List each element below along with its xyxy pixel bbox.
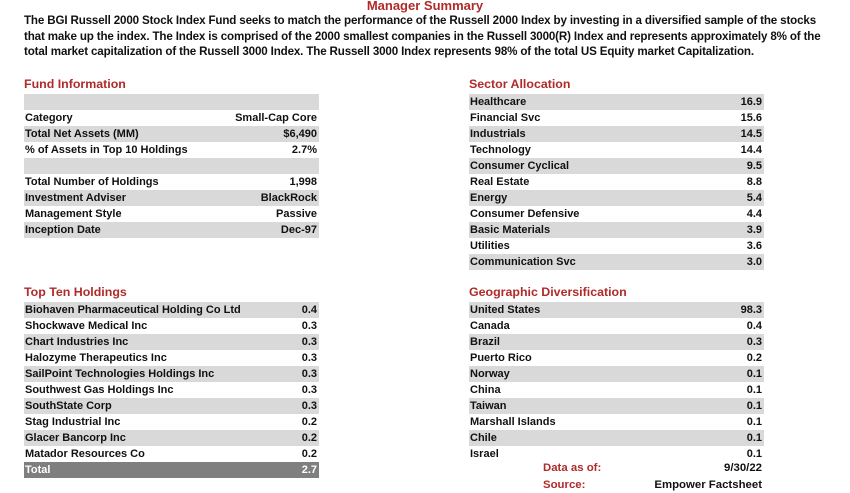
row-label: Brazil bbox=[470, 336, 500, 348]
row-label: Category bbox=[25, 112, 73, 124]
row-label: Biohaven Pharmaceutical Holding Co Ltd bbox=[25, 304, 241, 316]
row-label: Matador Resources Co bbox=[25, 448, 145, 460]
row-value: 0.2 bbox=[746, 352, 762, 364]
row-value: 0.3 bbox=[746, 336, 762, 348]
page-title: Manager Summary bbox=[366, 0, 484, 13]
row-label: Shockwave Medical Inc bbox=[25, 320, 148, 332]
table-row bbox=[24, 222, 319, 238]
table-row bbox=[24, 126, 319, 142]
row-label: Basic Materials bbox=[470, 224, 551, 236]
table-row bbox=[24, 318, 319, 334]
row-label: Norway bbox=[470, 368, 510, 380]
row-value: 0.3 bbox=[301, 336, 317, 348]
table-row bbox=[469, 142, 764, 158]
row-value: 0.1 bbox=[746, 384, 762, 396]
row-label: Halozyme Therapeutics Inc bbox=[25, 352, 167, 364]
top-ten-holdings-heading: Top Ten Holdings bbox=[24, 285, 127, 299]
row-label: Total Net Assets (MM) bbox=[25, 128, 139, 140]
total-label: Total bbox=[25, 464, 51, 476]
table-row bbox=[24, 302, 319, 318]
table-row bbox=[24, 398, 319, 414]
row-value: 16.9 bbox=[740, 96, 762, 108]
table-row bbox=[24, 446, 319, 462]
row-value: 5.4 bbox=[746, 192, 762, 204]
data-as-of-value: 9/30/22 bbox=[723, 462, 762, 474]
row-label: United States bbox=[470, 304, 541, 316]
row-value: 3.0 bbox=[746, 256, 762, 268]
row-label: Industrials bbox=[470, 128, 526, 140]
row-value: 3.6 bbox=[746, 240, 762, 252]
row-label: Consumer Cyclical bbox=[470, 160, 570, 172]
row-label: Total Number of Holdings bbox=[25, 176, 159, 188]
row-value: 0.3 bbox=[301, 384, 317, 396]
table-row bbox=[469, 190, 764, 206]
row-label: SouthState Corp bbox=[25, 400, 112, 412]
row-value: 9.5 bbox=[746, 160, 762, 172]
row-value: 0.3 bbox=[301, 400, 317, 412]
row-value: 0.4 bbox=[746, 320, 762, 332]
table-row bbox=[469, 238, 764, 254]
row-value: 15.6 bbox=[740, 112, 762, 124]
row-value: 0.2 bbox=[301, 416, 317, 428]
row-value: 0.1 bbox=[746, 432, 762, 444]
row-label: Puerto Rico bbox=[470, 352, 532, 364]
table-row bbox=[24, 174, 319, 190]
row-value: 1,998 bbox=[289, 176, 317, 188]
row-label: Chile bbox=[470, 432, 497, 444]
table-row bbox=[469, 350, 764, 366]
table-row bbox=[469, 382, 764, 398]
row-value: 8.8 bbox=[746, 176, 762, 188]
row-label: Healthcare bbox=[470, 96, 527, 108]
table-row bbox=[469, 398, 764, 414]
table-row bbox=[469, 158, 764, 174]
data-as-of-row bbox=[543, 460, 762, 476]
table-row bbox=[469, 414, 764, 430]
table-row bbox=[24, 430, 319, 446]
row-value: 0.1 bbox=[746, 368, 762, 380]
table-row bbox=[469, 94, 764, 110]
table-row bbox=[24, 414, 319, 430]
sector-allocation-table bbox=[469, 94, 764, 270]
table-row bbox=[469, 110, 764, 126]
row-label: Energy bbox=[470, 192, 508, 204]
row-value: 0.3 bbox=[301, 368, 317, 380]
source-row bbox=[543, 477, 762, 493]
row-label: Management Style bbox=[25, 208, 122, 220]
table-row bbox=[24, 94, 319, 110]
table-row bbox=[24, 334, 319, 350]
table-row bbox=[469, 302, 764, 318]
row-label: Israel bbox=[470, 448, 499, 460]
table-row bbox=[469, 206, 764, 222]
row-label: Stag Industrial Inc bbox=[25, 416, 121, 428]
row-label: SailPoint Technologies Holdings Inc bbox=[25, 368, 215, 380]
row-value: 0.1 bbox=[746, 448, 762, 460]
row-label: Canada bbox=[470, 320, 510, 332]
row-value: Passive bbox=[276, 208, 317, 220]
total-row bbox=[24, 462, 319, 478]
top-ten-holdings-table bbox=[24, 302, 319, 478]
row-label: Southwest Gas Holdings Inc bbox=[25, 384, 174, 396]
row-label: Taiwan bbox=[470, 400, 507, 412]
row-value: 14.4 bbox=[740, 144, 762, 156]
table-row bbox=[469, 318, 764, 334]
total-value: 2.7 bbox=[301, 464, 317, 476]
source-value: Empower Factsheet bbox=[654, 479, 762, 491]
row-value: $6,490 bbox=[283, 128, 317, 140]
row-value: 0.1 bbox=[746, 400, 762, 412]
table-row bbox=[24, 366, 319, 382]
data-as-of-label: Data as of: bbox=[543, 462, 602, 474]
row-value: BlackRock bbox=[260, 192, 317, 204]
row-value: 0.2 bbox=[301, 448, 317, 460]
row-label: Investment Adviser bbox=[25, 192, 127, 204]
row-value: 14.5 bbox=[740, 128, 762, 140]
table-row bbox=[469, 254, 764, 270]
row-label: Real Estate bbox=[470, 176, 530, 188]
table-row bbox=[24, 158, 319, 174]
table-row bbox=[469, 222, 764, 238]
row-value: 0.2 bbox=[301, 432, 317, 444]
row-label: Marshall Islands bbox=[470, 416, 556, 428]
table-row bbox=[24, 350, 319, 366]
row-label: Financial Svc bbox=[470, 112, 541, 124]
geographic-diversification-heading: Geographic Diversification bbox=[469, 285, 627, 299]
table-row bbox=[24, 110, 319, 126]
row-label: Chart Industries Inc bbox=[25, 336, 129, 348]
row-value: 0.3 bbox=[301, 352, 317, 364]
row-value: 2.7% bbox=[291, 144, 317, 156]
table-row bbox=[469, 366, 764, 382]
row-label: China bbox=[470, 384, 501, 396]
row-label: % of Assets in Top 10 Holdings bbox=[25, 144, 188, 156]
fund-information-heading: Fund Information bbox=[24, 77, 126, 91]
table-row bbox=[469, 334, 764, 350]
row-value: 3.9 bbox=[746, 224, 762, 236]
table-row bbox=[469, 126, 764, 142]
row-label: Glacer Bancorp Inc bbox=[25, 432, 126, 444]
table-row bbox=[24, 190, 319, 206]
row-value: Dec-97 bbox=[280, 224, 317, 236]
table-row bbox=[24, 382, 319, 398]
row-label: Utilities bbox=[470, 240, 510, 252]
table-row bbox=[469, 174, 764, 190]
row-label: Technology bbox=[470, 144, 531, 156]
table-row bbox=[24, 142, 319, 158]
row-value: 0.3 bbox=[301, 320, 317, 332]
row-value: 98.3 bbox=[740, 304, 762, 316]
geographic-diversification-table bbox=[469, 302, 764, 462]
row-label: Consumer Defensive bbox=[470, 208, 580, 220]
row-value: 0.1 bbox=[746, 416, 762, 428]
fund-summary-text: The BGI Russell 2000 Stock Index Fund seeks to match the performance of the Russell 2000 Index by investing in a diversified sample of the stocks that make up the index. The Index is comprised of the 2000 smallest companies in the Russell 3000(R) Index and represents approximately 8% of the total market capitalization of the Russell 3000 Index. The Russell 3000 Index represents 98% of the total US Equity market Capitalization. bbox=[24, 14, 821, 59]
row-value: 0.4 bbox=[301, 304, 317, 316]
row-label: Inception Date bbox=[25, 224, 101, 236]
row-value: Small-Cap Core bbox=[235, 112, 317, 124]
table-row bbox=[469, 430, 764, 446]
row-label: Communication Svc bbox=[470, 256, 576, 268]
row-value: 4.4 bbox=[746, 208, 762, 220]
table-row bbox=[24, 206, 319, 222]
source-label: Source: bbox=[543, 479, 586, 491]
sector-allocation-heading: Sector Allocation bbox=[469, 77, 571, 91]
fund-information-table bbox=[24, 94, 319, 238]
